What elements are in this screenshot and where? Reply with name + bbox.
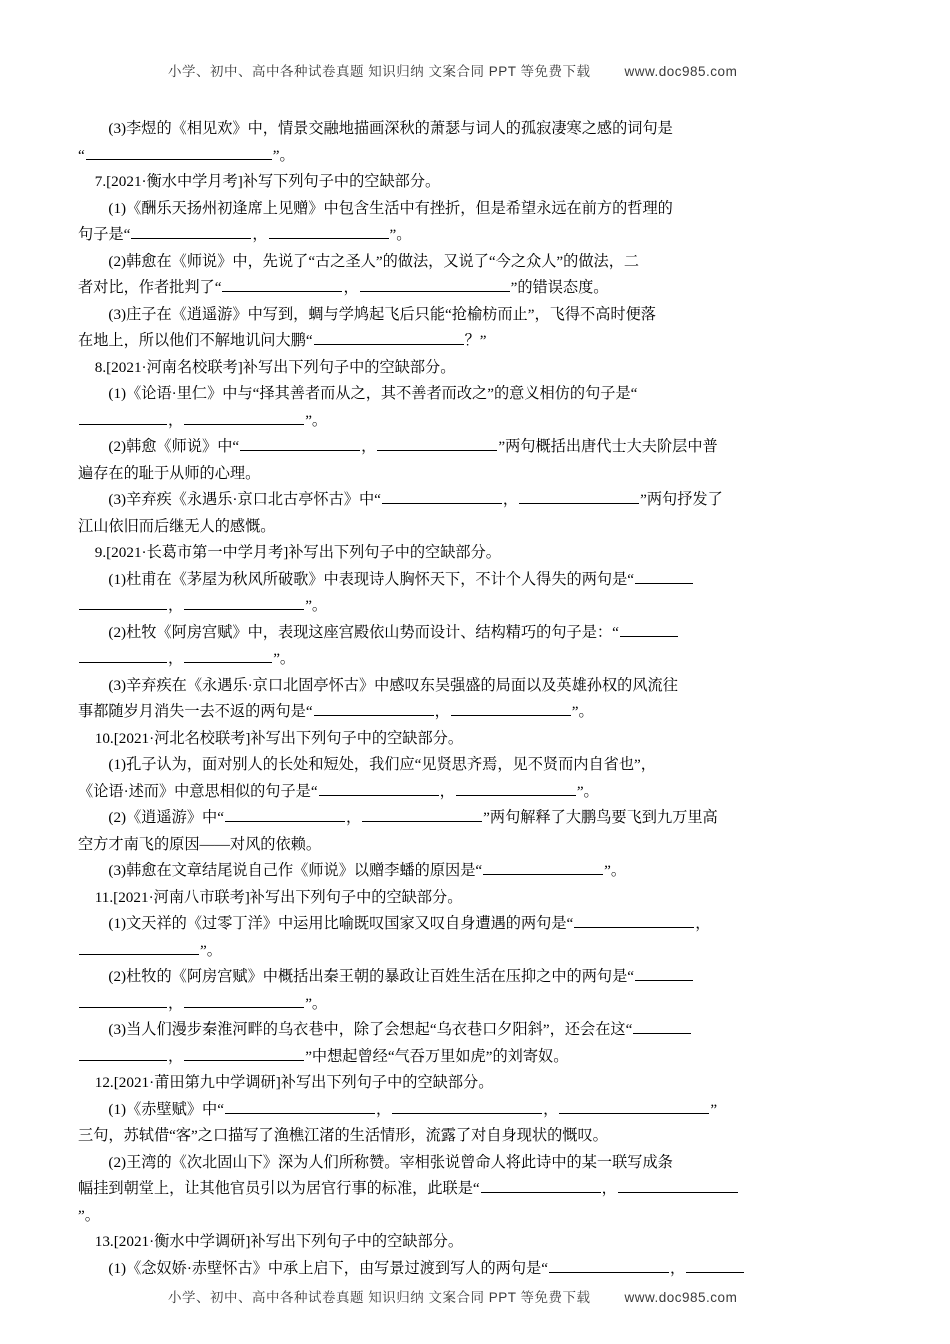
text: ， <box>168 597 184 614</box>
answer-blank <box>240 435 360 451</box>
text: 遍存在的耻于从师的心理。 <box>78 464 261 482</box>
q7-item3-line2 <box>78 328 872 355</box>
answer-blank <box>222 276 342 292</box>
text: ， <box>439 782 455 800</box>
text: 幅挂到朝堂上，让其他官员引以为居官行事的标准，此联是“ <box>78 1180 480 1197</box>
q8-item2-line1 <box>78 434 872 461</box>
q9-item3-line2 <box>78 699 872 726</box>
q8-item3-line1 <box>78 487 872 514</box>
q10-item2-line2 <box>78 832 872 859</box>
answer-blank <box>519 488 639 504</box>
q8-item2-line2 <box>78 461 872 488</box>
text: 12.[2021·莆田第九中学调研]补写出下列句子中的空缺部分。 <box>94 1074 494 1091</box>
q12-item2-line2 <box>78 1176 872 1203</box>
text: 事都随岁月消失一去不返的两句是“ <box>78 703 313 720</box>
answer-blank <box>635 965 693 981</box>
text: ”。 <box>305 411 328 429</box>
answer-blank <box>79 594 167 610</box>
answer-blank <box>184 992 304 1008</box>
answer-blank <box>225 806 345 822</box>
text: ”的错误态度。 <box>510 279 609 296</box>
text: (3)韩愈在文章结尾说自己作《师说》以赠李蟠的原因是“ <box>108 862 483 879</box>
q9-item1-line1 <box>78 567 872 594</box>
answer-blank <box>79 647 167 663</box>
text: ” <box>710 1100 718 1118</box>
question-9-heading <box>78 540 872 567</box>
answer-blank <box>360 276 510 292</box>
text: 句子是“ <box>78 226 131 243</box>
text: 13.[2021·衡水中学调研]补写出下列句子中的空缺部分。 <box>94 1233 464 1250</box>
text: ”中想起曾经“气吞万里如虎”的刘寄奴。 <box>305 1047 569 1065</box>
text: (1)《念奴娇·赤壁怀古》中承上启下，由写景过渡到写人的两句是“ <box>108 1259 548 1277</box>
answer-blank <box>79 939 199 955</box>
text: (3)当人们漫步秦淮河畔的乌衣巷中，除了会想起“乌衣巷口夕阳斜”，还会在这“ <box>108 1021 633 1038</box>
text: ”。 <box>389 226 412 243</box>
text: ， <box>345 809 362 826</box>
text: ”。 <box>305 994 328 1012</box>
text: ， <box>543 1100 559 1118</box>
text: (3)李煜的《相见欢》中，情景交融地描画深秋的萧瑟与词人的孤寂凄寒之感的词句是 <box>108 120 673 137</box>
answer-blank <box>686 1257 744 1273</box>
text: ”。 <box>273 650 296 667</box>
text: ”。 <box>305 597 328 614</box>
text: 9.[2021·长葛市第一中学月考]补写出下列句子中的空缺部分。 <box>94 544 501 561</box>
text: ， <box>168 994 184 1012</box>
text: (3)庄子在《逍遥游》中写到，蜩与学鸠起飞后只能“抢榆枋而止”，飞得不高时便落 <box>108 305 656 323</box>
question-10-heading <box>78 726 872 753</box>
answer-blank <box>314 329 464 345</box>
text: ”。 <box>200 941 222 959</box>
text: ， <box>695 915 711 932</box>
text: ”。 <box>571 703 594 720</box>
answer-blank <box>382 488 502 504</box>
question-7-heading <box>78 169 872 196</box>
text: ， <box>669 1259 686 1277</box>
answer-blank <box>377 435 497 451</box>
q11-item1-line1 <box>78 911 872 938</box>
answer-blank <box>451 700 571 716</box>
text: (1)孔子认为，面对别人的长处和短处，我们应“见贤思齐焉，见不贤而内自省也”， <box>108 756 656 773</box>
q10-item3-line1 <box>78 858 872 885</box>
q7-item2-line1 <box>78 249 872 276</box>
q10-item1-line1 <box>78 752 872 779</box>
text: ”。 <box>272 146 295 164</box>
q8-item3-line2 <box>78 514 872 541</box>
q11-item3-line1 <box>78 1017 872 1044</box>
document-body <box>78 116 872 1282</box>
answer-blank <box>131 223 251 239</box>
text: ”。 <box>78 1206 100 1224</box>
answer-blank <box>620 621 678 637</box>
q8-item1-line2 <box>78 408 872 435</box>
question-11-heading <box>78 885 872 912</box>
text: (2)《逍遥游》中“ <box>108 809 224 826</box>
q10-item2-line1 <box>78 805 872 832</box>
answer-blank <box>635 568 693 584</box>
answer-blank <box>574 912 694 928</box>
text: (2)韩愈在《师说》中，先说了“古之圣人”的做法，又说了“今之众人”的做法，二 <box>108 252 640 270</box>
text: (1)《论语·里仁》中与“择其善者而从之，其不善者而改之”的意义相仿的句子是“ <box>108 385 638 402</box>
text: ”两句抒发了 <box>640 491 723 508</box>
text: 江山依旧而后继无人的感慨。 <box>78 517 276 535</box>
text: 空方才南飞的原因——对风的依赖。 <box>78 835 321 853</box>
question-13-heading <box>78 1229 872 1256</box>
q11-item2-line2 <box>78 991 872 1018</box>
text: (1)杜甫在《茅屋为秋风所破歌》中表现诗人胸怀天下，不计个人得失的两句是“ <box>108 570 635 588</box>
answer-blank <box>549 1257 669 1273</box>
header-text: 小学、初中、高中各种试卷真题 知识归纳 文案合同 PPT 等免费下载 <box>168 64 591 79</box>
page-header <box>168 60 737 80</box>
question-12-heading <box>78 1070 872 1097</box>
text: “ <box>78 146 85 164</box>
text: 10.[2021·河北名校联考]补写出下列句子中的空缺部分。 <box>94 729 464 747</box>
answer-blank <box>314 700 434 716</box>
q12-item2-line1 <box>78 1150 872 1177</box>
answer-blank <box>483 859 603 875</box>
q12-item1-line1 <box>78 1097 872 1124</box>
q7-item3-line1 <box>78 302 872 329</box>
text: (3)辛弃疾在《永遇乐·京口北固亭怀古》中感叹东吴强盛的局面以及英雄孙权的风流往 <box>108 676 678 694</box>
answer-blank <box>481 1177 601 1193</box>
q9-item2-line2 <box>78 646 872 673</box>
text: ， <box>252 226 268 243</box>
footer-site: www.doc985.com <box>624 1290 738 1305</box>
text: ， <box>168 650 184 667</box>
q9-item3-line1 <box>78 673 872 700</box>
question-8-heading <box>78 355 872 382</box>
q11-item2-line1 <box>78 964 872 991</box>
text: ， <box>168 1047 184 1065</box>
text: ， <box>361 438 377 455</box>
text: ”。 <box>576 782 599 800</box>
text: 8.[2021·河南名校联考]补写出下列句子中的空缺部分。 <box>94 358 456 376</box>
paragraph-3-intro <box>78 116 872 143</box>
text: ， <box>375 1100 392 1118</box>
header-site: www.doc985.com <box>624 64 738 79</box>
q9-item1-line2 <box>78 593 872 620</box>
text: ”两句概括出唐代士大夫阶层中普 <box>498 438 718 455</box>
answer-blank <box>269 223 389 239</box>
text: (2)韩愈《师说》中“ <box>108 438 240 455</box>
answer-blank <box>456 780 576 796</box>
answer-blank <box>79 992 167 1008</box>
text: ， <box>502 491 519 508</box>
text: ？” <box>464 332 487 349</box>
q7-item1-line2 <box>78 222 872 249</box>
q13-item1-line1 <box>78 1256 872 1283</box>
answer-blank <box>618 1177 738 1193</box>
text: (3)辛弃疾《永遇乐·京口北古亭怀古》中“ <box>108 491 381 508</box>
text: ， <box>168 411 184 429</box>
q11-item3-line2 <box>78 1044 872 1071</box>
q12-item1-line2 <box>78 1123 872 1150</box>
text: (1)《赤壁赋》中“ <box>108 1100 224 1118</box>
answer-blank <box>184 647 272 663</box>
page-footer <box>168 1286 737 1306</box>
text: ， <box>601 1180 617 1197</box>
text: 11.[2021·河南八市联考]补写出下列句子中的空缺部分。 <box>94 888 463 906</box>
answer-blank <box>79 1045 167 1061</box>
text: (1)文天祥的《过零丁洋》中运用比喻既叹国家又叹自身遭遇的两句是“ <box>108 915 574 932</box>
q7-item2-line2 <box>78 275 872 302</box>
text: 在地上，所以他们不解地讥问大鹏“ <box>78 332 313 349</box>
answer-blank <box>184 409 304 425</box>
text: (2)杜牧《阿房宫赋》中，表现这座宫殿依山势而设计、结构精巧的句子是：“ <box>108 623 619 641</box>
q11-item1-line2 <box>78 938 872 965</box>
text: 7.[2021·衡水中学月考]补写下列句子中的空缺部分。 <box>94 173 441 190</box>
text: ”两句解释了大鹏鸟要飞到九万里高 <box>483 809 718 826</box>
answer-blank <box>184 1045 304 1061</box>
answer-blank <box>86 144 272 160</box>
text: (1)《酬乐天扬州初逢席上见赠》中包含生活中有挫折，但是希望永远在前方的哲理的 <box>108 199 673 217</box>
text: 者对比，作者批判了“ <box>78 279 222 296</box>
text: 三句，苏轼借“客”之口描写了渔樵江渚的生活情形，流露了对自身现状的慨叹。 <box>78 1127 608 1144</box>
text: (2)杜牧的《阿房宫赋》中概括出秦王朝的暴政让百姓生活在压抑之中的两句是“ <box>108 968 635 985</box>
q12-item2-line3 <box>78 1203 872 1230</box>
answer-blank <box>392 1098 542 1114</box>
text: ， <box>434 703 450 720</box>
text: ”。 <box>604 862 627 879</box>
q10-item1-line2 <box>78 779 872 806</box>
answer-blank <box>184 594 304 610</box>
answer-blank <box>79 409 167 425</box>
answer-blank <box>319 780 439 796</box>
paragraph-3-blank <box>78 143 872 170</box>
q7-item1-line1 <box>78 196 872 223</box>
answer-blank <box>362 806 482 822</box>
answer-blank <box>559 1098 709 1114</box>
q8-item1-line1 <box>78 381 872 408</box>
q9-item2-line1 <box>78 620 872 647</box>
text: 《论语·述而》中意思相似的句子是“ <box>78 782 318 800</box>
answer-blank <box>225 1098 375 1114</box>
answer-blank <box>633 1018 691 1034</box>
text: (2)王湾的《次北固山下》深为人们所称赞。宰相张说曾命人将此诗中的某一联写成条 <box>108 1153 673 1171</box>
text: ， <box>343 279 359 296</box>
footer-text: 小学、初中、高中各种试卷真题 知识归纳 文案合同 PPT 等免费下载 <box>168 1290 591 1305</box>
